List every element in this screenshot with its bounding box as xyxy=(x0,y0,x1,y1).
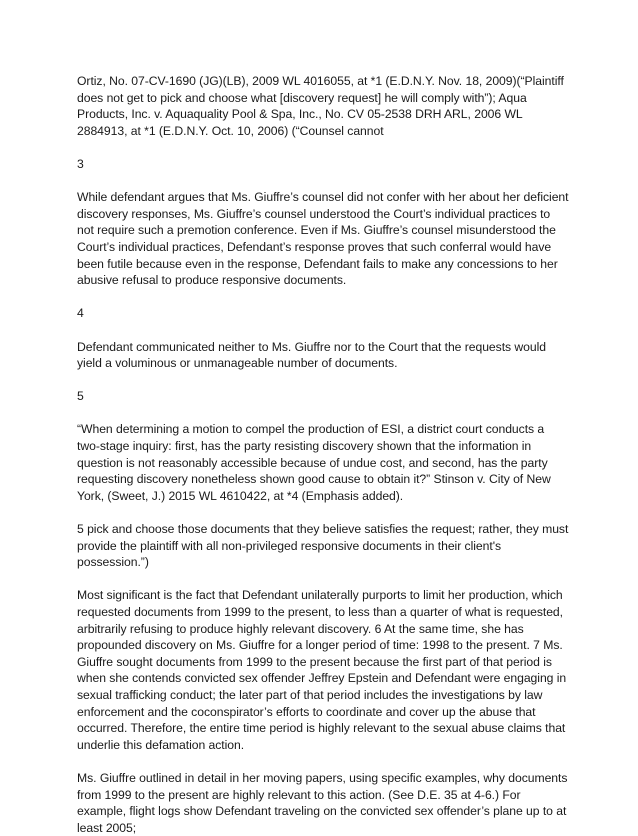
paragraph-conferral: While defendant argues that Ms. Giuffre’s counsel did not confer with her about her deficient discovery responses, Ms. Giuffre’s counsel understood the Court’s individual practices to not require such a premotion conference. Even if Ms. Giuffre’s counsel misunderstood the Court’s individual practices, Defendant’s response proves that such conferral would have been futile because even in the response, Defendant fails to make any concessions to her abusive refusal to produce responsive documents. xyxy=(77,190,569,288)
document-body xyxy=(77,73,569,836)
paragraph-relevance: Ms. Giuffre outlined in detail in her moving papers, using specific examples, why documents from 1999 to the present are highly relevant to this action. (See D.E. 35 at 4-6.) For example, flight logs show Defendant traveling on the convicted sex offender’s plane up to at least 2005; xyxy=(77,770,568,835)
footnote-number-3: 3 xyxy=(77,156,84,171)
footnote-number-4: 4 xyxy=(77,306,84,321)
paragraph-communication: Defendant communicated neither to Ms. Giuffre nor to the Court that the requests would yield a voluminous or unmanageable number of documents. xyxy=(77,339,547,371)
paragraph-footnote-5-continued: 5 pick and choose those documents that they believe satisfies the request; rather, they must provide the plaintiff with all non-privileged responsive documents in their client's possession.”) xyxy=(77,522,569,570)
paragraph-esi-quote: “When determining a motion to compel the production of ESI, a district court conducts a two-stage inquiry: first, has the party resisting discovery shown that the information in question is not reasonably accessible because of undue cost, and second, has the party requesting discovery nonetheless shown good cause to obtain it?” Stinson v. City of New York, (Sweet, J.) 2015 WL 4610422, at *4 (Emphasis added). xyxy=(77,422,551,503)
paragraph-citation-continued: Ortiz, No. 07-CV-1690 (JG)(LB), 2009 WL 4016055, at *1 (E.D.N.Y. Nov. 18, 2009)(“Plaintiff does not get to pick and choose what [discovery request] he will comply with”); Aqua Products, Inc. v. Aquaquality Pool & Spa, Inc., No. CV 05-2538 DRH ARL, 2006 WL 2884913, at *1 (E.D.N.Y. Oct. 10, 2006) (“Counsel cannot xyxy=(77,74,564,138)
paragraph-time-period: Most significant is the fact that Defendant unilaterally purports to limit her production, which requested documents from 1999 to the present, to less than a quarter of what is requested, arbitrarily refusing to produce highly relevant discovery. 6 At the same time, she has propounded discovery on Ms. Giuffre for a longer period of time: 1998 to the present. 7 Ms. Giuffre sought documents from 1999 to the present because the first part of that period is when she contends convicted sex offender Jeffrey Epstein and Defendant were engaging in sexual trafficking conduct; the later part of that period includes the investigations by law enforcement and the coconspirator’s efforts to coordinate and cover up the abuse that occurred. Therefore, the entire time period is highly relevant to the sexual abuse claims that underlie this defamation action. xyxy=(77,588,567,752)
footnote-number-5: 5 xyxy=(77,389,84,404)
